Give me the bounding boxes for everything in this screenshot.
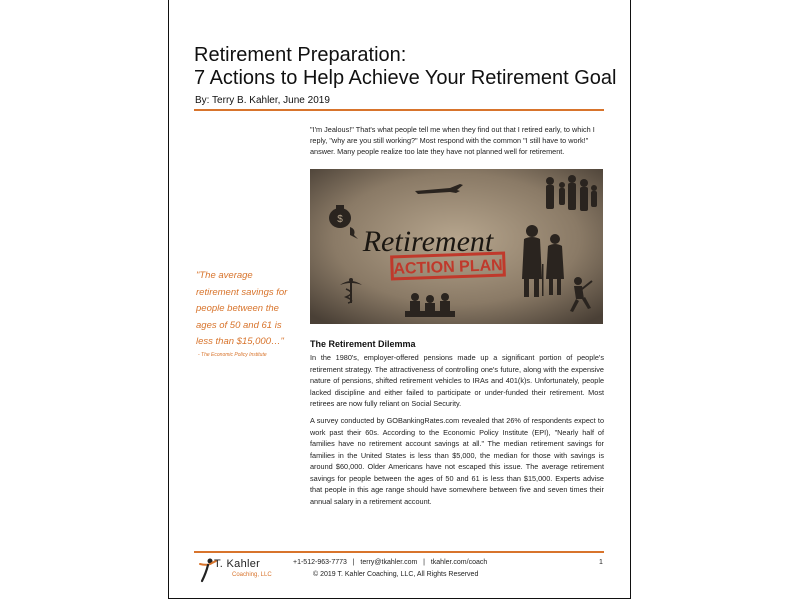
intro-paragraph: "I'm Jealous!" That's what people tell me when they find out that I retired early, to which I reply, "why are you still working?" Most respond with the common "I still have to work!" answer. Many people realize too late they have not planned well for retirement. [310, 125, 595, 156]
section-heading: The Retirement Dilemma [310, 339, 416, 349]
pull-quote: "The average retirement savings for people between the ages of 50 and 61 is less than $15,000…" [196, 270, 288, 347]
page-number: 1 [599, 559, 603, 566]
svg-text:$: $ [337, 214, 343, 225]
byline: By: Terry B. Kahler, June 2019 [195, 95, 330, 106]
svg-text:ACTION PLAN: ACTION PLAN [393, 257, 503, 278]
logo-name: T. Kahler [214, 558, 261, 570]
pull-quote-source: - The Economic Policy Institute [198, 352, 267, 358]
footer-divider [194, 551, 604, 553]
hero-title-text: Retirement [362, 225, 494, 258]
hero-image [310, 169, 603, 324]
footer-phone: +1-512-963-7773 [293, 559, 347, 566]
footer-website[interactable]: tkahler.com/coach [430, 559, 488, 566]
footer-separator: | [352, 559, 355, 566]
footer-contact [293, 559, 518, 566]
logo-subtitle: Coaching, LLC [232, 572, 272, 578]
page-title-line2: 7 Actions to Help Achieve Your Retirement Goal [194, 67, 617, 89]
body-paragraph-2: A survey conducted by GOBankingRates.com revealed that 26% of respondents expect to work past their 60s. According to the Economic Policy Institute (EPI), "Nearly half of families have no retirement account savings at all." The median retirement savings for families in the United States is less than $5,000, the median for those with savings is around $60,000. Older Americans have not escaped this issue. The average retirement savings for people between the ages of 50 and 61 is less than $15,000. Experts advise that people in this age range should have somewhere between five and seven times their annual salary in a retirement account. [310, 416, 604, 506]
footer-separator: | [423, 559, 425, 566]
page-title-line1: Retirement Preparation: [194, 44, 407, 66]
header-divider [194, 109, 604, 111]
footer-email[interactable]: terry@tkahler.com [360, 559, 418, 566]
body-paragraph-1: In the 1980's, employer-offered pensions made up a significant portion of people's retirement strategy. The attractiveness of controlling one's future, along with the expensive nature of pensions, shifted retirement vehicles to IRAs and 401(k)s. Unfortunately, people lacked discipline and either failed to participate or under-funded their retirement. Most retirees are now fully reliant on Social Security. [310, 353, 604, 408]
footer-copyright: © 2019 T. Kahler Coaching, LLC, All Rights Reserved [313, 571, 479, 578]
